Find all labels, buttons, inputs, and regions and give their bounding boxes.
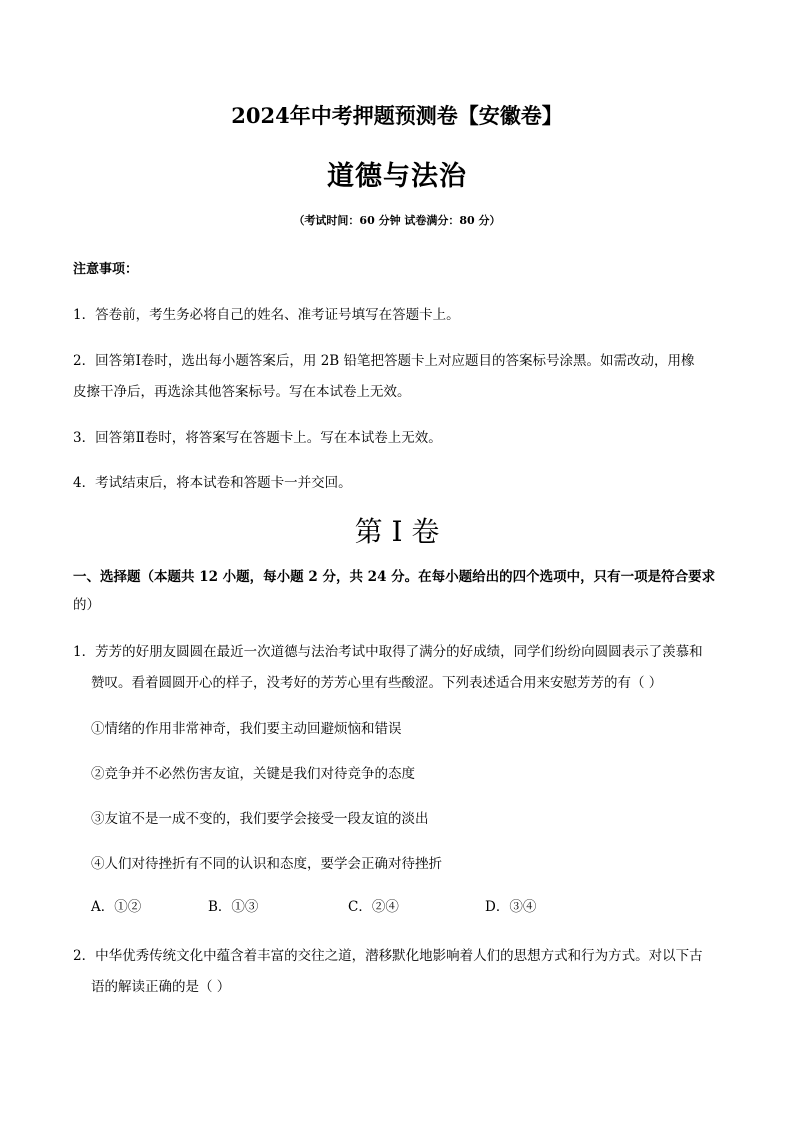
notice-item-4: 4．考试结束后，将本试卷和答题卡一并交回。 bbox=[73, 475, 352, 491]
question-2-line-2: 语的解读正确的是（ ） bbox=[91, 979, 231, 995]
statement-3: ③友谊不是一成不变的，我们要学会接受一段友谊的淡出 bbox=[91, 811, 429, 827]
notice-item-1: 1．答卷前，考生务必将自己的姓名、准考证号填写在答题卡上。 bbox=[73, 307, 460, 323]
notice-item-3: 3．回答第Ⅱ卷时，将答案写在答题卡上。写在本试卷上无效。 bbox=[73, 430, 442, 446]
statement-1: ①情绪的作用非常神奇，我们要主动回避烦恼和错误 bbox=[91, 721, 402, 737]
subject-title: 道德与法治 bbox=[327, 161, 467, 192]
choice-a: A．①② bbox=[91, 899, 142, 915]
notice-heading: 注意事项： bbox=[73, 262, 139, 277]
statement-4: ④人们对待挫折有不同的认识和态度，要学会正确对待挫折 bbox=[91, 856, 442, 872]
choice-d: D．③④ bbox=[485, 899, 537, 915]
exam-info: （考试时间：60 分钟 试卷满分：80 分） bbox=[293, 214, 501, 227]
section-intro-cont: 的） bbox=[73, 597, 100, 613]
question-1-line-1: 1．芳芳的好朋友圆圆在最近一次道德与法治考试中取得了满分的好成绩，同学们纷纷向圆圆表示了羡慕和 bbox=[73, 644, 703, 660]
question-1-line-2: 赞叹。看着圆圆开心的样子，没考好的芳芳心里有些酸涩。下列表述适合用来安慰芳芳的有（ ） bbox=[91, 675, 663, 691]
choice-c: C．②④ bbox=[348, 899, 399, 915]
notice-item-2-cont: 皮擦干净后，再选涂其他答案标号。写在本试卷上无效。 bbox=[73, 384, 411, 400]
section-intro: 一、选择题（本题共 12 小题，每小题 2 分，共 24 分。在每小题给出的四个选项中，只有一项是符合要求 bbox=[73, 569, 716, 585]
exam-title: 2024年中考押题预测卷【安徽卷】 bbox=[231, 103, 563, 128]
choice-b: B．①③ bbox=[208, 899, 259, 915]
notice-item-2: 2．回答第Ⅰ卷时，选出每小题答案后，用 2B 铅笔把答题卡上对应题目的答案标号涂黑。如需改动，用橡 bbox=[73, 353, 695, 369]
question-2-line-1: 2．中华优秀传统文化中蕴含着丰富的交往之道，潜移默化地影响着人们的思想方式和行为方式。对以下古 bbox=[73, 948, 703, 964]
statement-2: ②竞争并不必然伤害友谊，关键是我们对待竞争的态度 bbox=[91, 766, 415, 782]
section-title: 第 I 卷 bbox=[354, 515, 440, 548]
